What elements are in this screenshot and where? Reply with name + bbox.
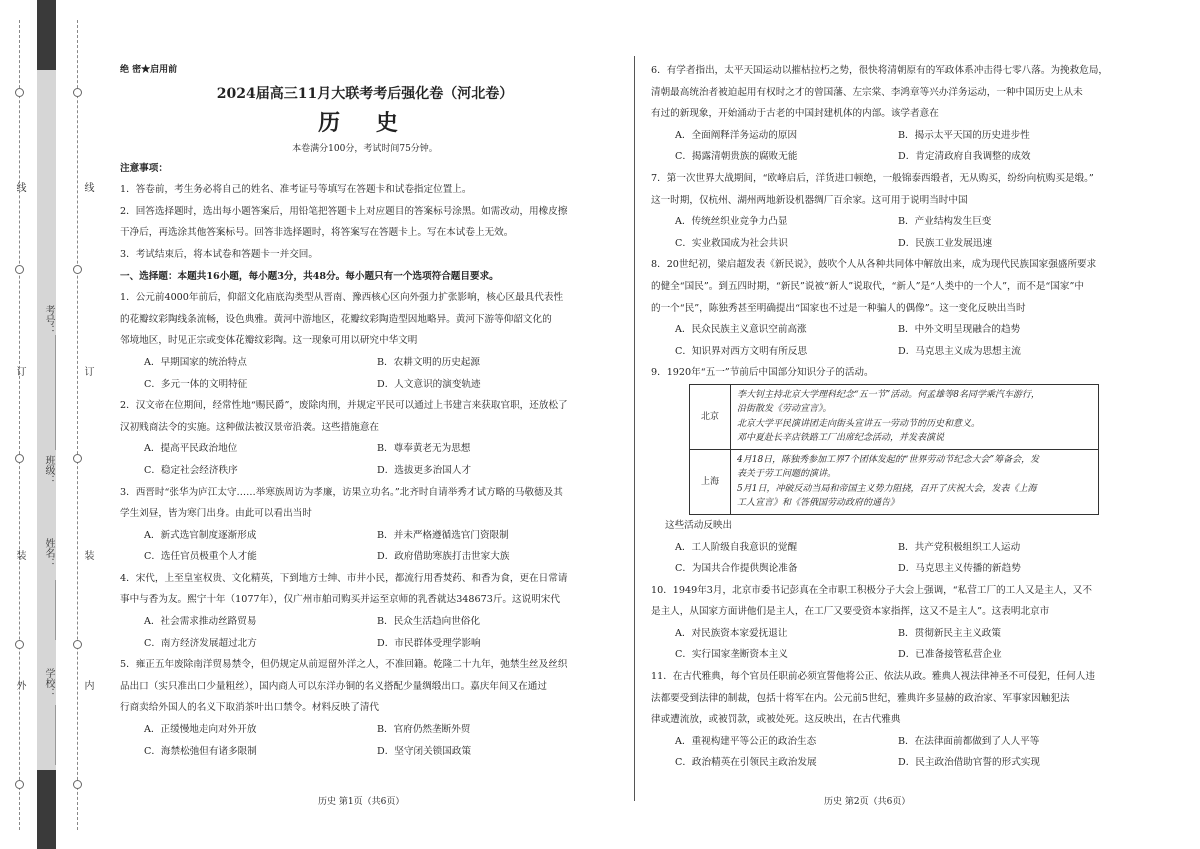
question-line: 8．20世纪初，梁启超发表《新民说》，鼓吹个人从各种共同体中解放出来，成为现代民族国家强盛所要求 [651, 259, 1097, 271]
question-line: 3．西晋时“张华为庐江太守……举寒族周访为孝廉，访果立功名。”北齐时自请举秀才试方略的马敬德及其 [120, 486, 563, 498]
option-a: A．早期国家的统治特点 [144, 356, 247, 368]
option-d: D．政府借助寒族打击世家大族 [377, 551, 510, 563]
option-c: C．多元一体的文明特征 [144, 378, 248, 390]
option-b: B．并未严格遵循选官门资限制 [377, 529, 509, 541]
option-d: D．选拔更多治国人才 [377, 464, 472, 476]
binding-hole [15, 780, 24, 789]
subject-title: 历 史 [318, 109, 412, 136]
option-b: B．尊奉黄老无为思想 [377, 443, 471, 455]
question-5 [120, 654, 610, 762]
column-divider [634, 56, 635, 801]
question-line: 的一个“民”，陈独秀甚至明确提出“国家也不过是一种骗人的偶像”。这一变化反映出当时 [651, 302, 1026, 314]
option-d: D．已准备接管私营企业 [898, 649, 1002, 661]
table-line: 邓中夏赴长辛店铁路工厂出席纪念活动，并发表演说 [737, 433, 945, 444]
binding-hole [73, 88, 82, 97]
question-line: 是主人，从国家方面讲他们是主人，在工厂又要受资本家指挥，这又不是主人”。这表明北京市 [651, 606, 1050, 618]
option-a: A．新式选官制度逐渐形成 [144, 529, 257, 541]
binding-strip-bottom [37, 770, 56, 849]
question-8 [651, 254, 1121, 362]
option-c: C．海禁松弛但有诸多限制 [144, 745, 257, 757]
question-7 [651, 168, 1121, 254]
option-b: B．共产党积极组织工人运动 [898, 541, 1021, 553]
binding-hole [73, 640, 82, 649]
binding-margin [0, 0, 118, 849]
option-d: D．肯定清政府自我调整的成效 [898, 151, 1031, 163]
question-line: 9．1920年“五一”节前后中国部分知识分子的活动。 [651, 367, 874, 379]
table-line: 北京大学平民演讲团走向街头宣讲五一劳动节的历史和意义。 [737, 418, 981, 429]
field-school: 学校： [43, 668, 54, 698]
table-line: 沿街散发《劳动宣言》。 [737, 404, 832, 415]
question-line: 清朝最高统治者被迫起用有权时之才的曾国藩、左宗棠、李鸿章等兴办洋务运动，一种中国历史上从未 [651, 86, 1083, 98]
option-d: D．马克思主义成为思想主流 [898, 345, 1021, 357]
table-line: 李大钊主持北京大学理科纪念“五一节”活动。何孟雄等8名同学乘汽车游行， [737, 389, 1040, 400]
section-heading: 一、选择题：本题共16小题，每小题3分，共48分。每小题只有一个选项符合题目要求。 [120, 270, 499, 282]
field-line [55, 705, 56, 765]
question-line: 品出口（实只准出口少量粗丝），国内商人可以东洋办铜的名义搭配少量绸缎出口。嘉庆年间又在通过 [120, 680, 547, 692]
left-column [120, 60, 610, 762]
table-row [690, 449, 1099, 514]
option-a: A．全面阐释洋务运动的原因 [675, 129, 798, 141]
table-cell [731, 449, 1099, 514]
table-city: 北京 [690, 384, 731, 449]
question-line: 有过的新现象，开始涌动于古老的中国封建机体的内部。该学者意在 [651, 108, 939, 120]
option-a: A．提高平民政治地位 [144, 443, 238, 455]
binding-label-ding: 订 [14, 366, 25, 376]
option-b: B．在法律面前都做到了人人平等 [898, 735, 1040, 747]
right-column [651, 60, 1121, 774]
option-b: B．产业结构发生巨变 [898, 216, 992, 228]
field-class: 班级： [43, 455, 54, 485]
binding-strip-top [37, 0, 56, 70]
option-c: C．实行国家垄断资本主义 [675, 649, 788, 661]
question-line: 行商卖给外国人的名义下取消茶叶出口禁令。材料反映了清代 [120, 702, 380, 714]
binding-hole [15, 454, 24, 463]
option-b: B．农耕文明的历史起源 [377, 356, 480, 368]
binding-hole [15, 640, 24, 649]
option-d: D．民主政治借助官誓的形式实现 [898, 757, 1041, 769]
secret-label: 绝 密★启用前 [120, 65, 178, 75]
footer-right: 历史 第2页（共6页） [824, 797, 911, 807]
question-1 [120, 287, 610, 395]
option-d: D．民族工业发展迅速 [898, 237, 993, 249]
option-c: C．实业救国成为社会共识 [675, 237, 788, 249]
question-line: 学生刘昼，皆为寒门出身。由此可以看出当时 [120, 508, 312, 520]
binding-label-zhuang: 装 [14, 550, 25, 560]
activity-table [689, 384, 1099, 515]
option-c: C．稳定社会经济秩序 [144, 464, 238, 476]
binding-label-nei: 内 [82, 680, 93, 690]
option-c: C．政治精英在引领民主政治发展 [675, 757, 817, 769]
option-a: A．重视构建平等公正的政治生态 [675, 735, 817, 747]
option-d: D．人文意识的演变轨迹 [377, 378, 481, 390]
binding-label-zhuang-inner: 装 [82, 550, 93, 560]
question-6 [651, 60, 1121, 168]
option-b: B．中外文明呈现融合的趋势 [898, 324, 1021, 336]
option-d: D．马克思主义传播的新趋势 [898, 563, 1021, 575]
table-cell [731, 384, 1099, 449]
question-10 [651, 580, 1121, 666]
option-b: B．贯彻新民主主义政策 [898, 627, 1001, 639]
exam-title: 2024届高三11月大联考考后强化卷（河北卷） [216, 85, 514, 102]
option-a: A．民众民族主义意识空前高涨 [675, 324, 807, 336]
question-line: 5．雍正五年废除南洋贸易禁令，但仍规定从前逗留外洋之人，不准回籍。乾隆二十九年，弛禁生丝及丝织 [120, 659, 568, 671]
option-c: C．南方经济发展超过北方 [144, 637, 257, 649]
field-exam-number: 考号： [43, 305, 54, 335]
binding-hole [15, 265, 24, 274]
option-c: C．为国共合作提供舆论准备 [675, 563, 798, 575]
question-11 [651, 666, 1121, 774]
question-line: 的健全“国民”。到五四时期，“新民”说被“新人”说取代，“新人”是“人类中的一个人”，而不是“国家”中 [651, 280, 1085, 292]
option-b: B．官府仍然垄断外贸 [377, 724, 471, 736]
binding-label-xian: 线 [14, 182, 25, 192]
table-line: 4月18日，陈独秀参加工界7个团体发起的“世界劳动节纪念大会”筹备会，发 [737, 454, 1040, 465]
question-line: 邻境地区，时见正宗或变体花瓣纹彩陶。这一现象可用以研究中华文明 [120, 335, 418, 347]
question-line: 这些活动反映出 [665, 519, 733, 531]
question-line: 律或遭流放，或被罚款，或被处死。这反映出，在古代雅典 [651, 714, 901, 726]
score-info: 本卷满分100分，考试时间75分钟。 [292, 143, 438, 154]
question-line: 事中与香为友。熙宁十年（1077年），仅广州市舶司购买并运至京师的乳香就达348673斤。这说明宋代 [120, 594, 560, 606]
table-row [690, 384, 1099, 449]
table-line: 5月1日，冲破反动当局和帝国主义势力阻挠，召开了庆祝大会，发表《上海 [737, 483, 1037, 494]
note-item: 1．答卷前，考生务必将自己的姓名、准考证号等填写在答题卡和试卷指定位置上。 [120, 184, 472, 196]
option-b: B．民众生活趋向世俗化 [377, 616, 480, 628]
question-4 [120, 568, 610, 654]
question-line: 7．第一次世界大战期间，“欧峰启后，洋货进口顿绝，一般锦泰西缎者，无从购买，纷纷向杭购买是缎。” [651, 172, 1094, 184]
option-c: C．知识界对西方文明有所反思 [675, 345, 808, 357]
binding-strip-middle [37, 70, 56, 770]
option-c: C．选任官员极重个人才能 [144, 551, 257, 563]
option-a: A．正缓慢地走向对外开放 [144, 724, 257, 736]
question-line: 6．有学者指出，太平天国运动以摧枯拉朽之势，很快将清朝原有的军政体系冲击得七零八落。为挽救危局， [651, 65, 1109, 76]
question-line: 1．公元前4000年前后，仰韶文化庙底沟类型从晋南、豫西核心区向外强力扩张影响，核心区最具代表性 [120, 292, 564, 304]
question-line: 的花瓣纹彩陶线条流畅，设色典雅。黄河中游地区，花瓣纹彩陶造型因地略异。黄河下游等仰韶文化的 [120, 313, 552, 325]
inner-dashed-line [77, 20, 79, 830]
option-c: C．揭露清朝贵族的腐败无能 [675, 151, 798, 163]
binding-hole [73, 265, 82, 274]
option-d: D．坚守闭关锁国政策 [377, 745, 472, 757]
question-line: 法都要受到法律的制裁，包括十将军在内。公元前5世纪，雅典许多显赫的政治家、军事家因触犯法 [651, 692, 1070, 704]
option-a: A．传统丝织业竞争力凸显 [675, 216, 788, 228]
question-9 [651, 362, 1121, 579]
field-line [55, 380, 56, 450]
note-item: 2．回答选择题时，选出每小题答案后，用铅笔把答题卡上对应题目的答案标号涂黑。如需改动，用橡皮擦 [120, 205, 568, 217]
question-line: 这一时期，仅杭州、湖州两地新设机器绸厂百余家。这可用于说明当时中国 [651, 194, 968, 206]
binding-hole [15, 88, 24, 97]
note-item: 干净后，再选涂其他答案标号。回答非选择题时，将答案写在答题卡上。写在本试卷上无效。 [120, 227, 514, 239]
binding-label-ding-inner: 订 [82, 366, 93, 376]
option-a: A．社会需求推动丝路贸易 [144, 616, 257, 628]
outer-dashed-line [19, 20, 21, 830]
field-name: 姓名： [43, 538, 54, 568]
question-line: 11．在古代雅典，每个官员任职前必须宣誓他将公正、依法从政。雅典人视法律神圣不可侵犯，任何人违 [651, 671, 1095, 683]
binding-label-wai: 外 [14, 680, 25, 690]
question-3 [120, 482, 610, 568]
binding-hole [73, 780, 82, 789]
question-2 [120, 395, 610, 481]
question-line: 汉初贱商法令的实施。这种做法被汉景帝沿袭。这些措施意在 [120, 421, 380, 433]
question-line: 4．宋代，上至皇室权贵、文化精英，下到地方士绅、市井小民，都流行用香焚药、和香为食，更在日常请 [120, 572, 568, 584]
field-line [55, 580, 56, 640]
table-line: 工人宣言》和《答俄国劳动政府的通告》 [737, 498, 900, 509]
option-d: D．市民群体受理学影响 [377, 637, 481, 649]
question-line: 2．汉文帝在位期间，经常性地“赐民爵”，废除肉刑，并规定平民可以通过上书建言来获取官职，还放松了 [120, 400, 568, 412]
binding-hole [73, 454, 82, 463]
option-a: A．对民族资本家爱抚退让 [675, 627, 788, 639]
binding-label-xian-inner: 线 [82, 182, 93, 192]
option-b: B．揭示太平天国的历史进步性 [898, 129, 1030, 141]
table-city: 上海 [690, 449, 731, 514]
footer-left: 历史 第1页（共6页） [318, 797, 405, 807]
question-line: 10．1949年3月，北京市委书记彭真在全市职工积极分子大会上强调，“私营工厂的工人又是主人，又不 [651, 584, 1092, 596]
table-line: 表关于劳工问题的演讲。 [737, 469, 837, 480]
notes-heading: 注意事项： [120, 162, 168, 174]
note-item: 3．考试结束后，将本试卷和答题卡一并交回。 [120, 248, 318, 260]
option-a: A．工人阶级自我意识的觉醒 [675, 541, 798, 553]
